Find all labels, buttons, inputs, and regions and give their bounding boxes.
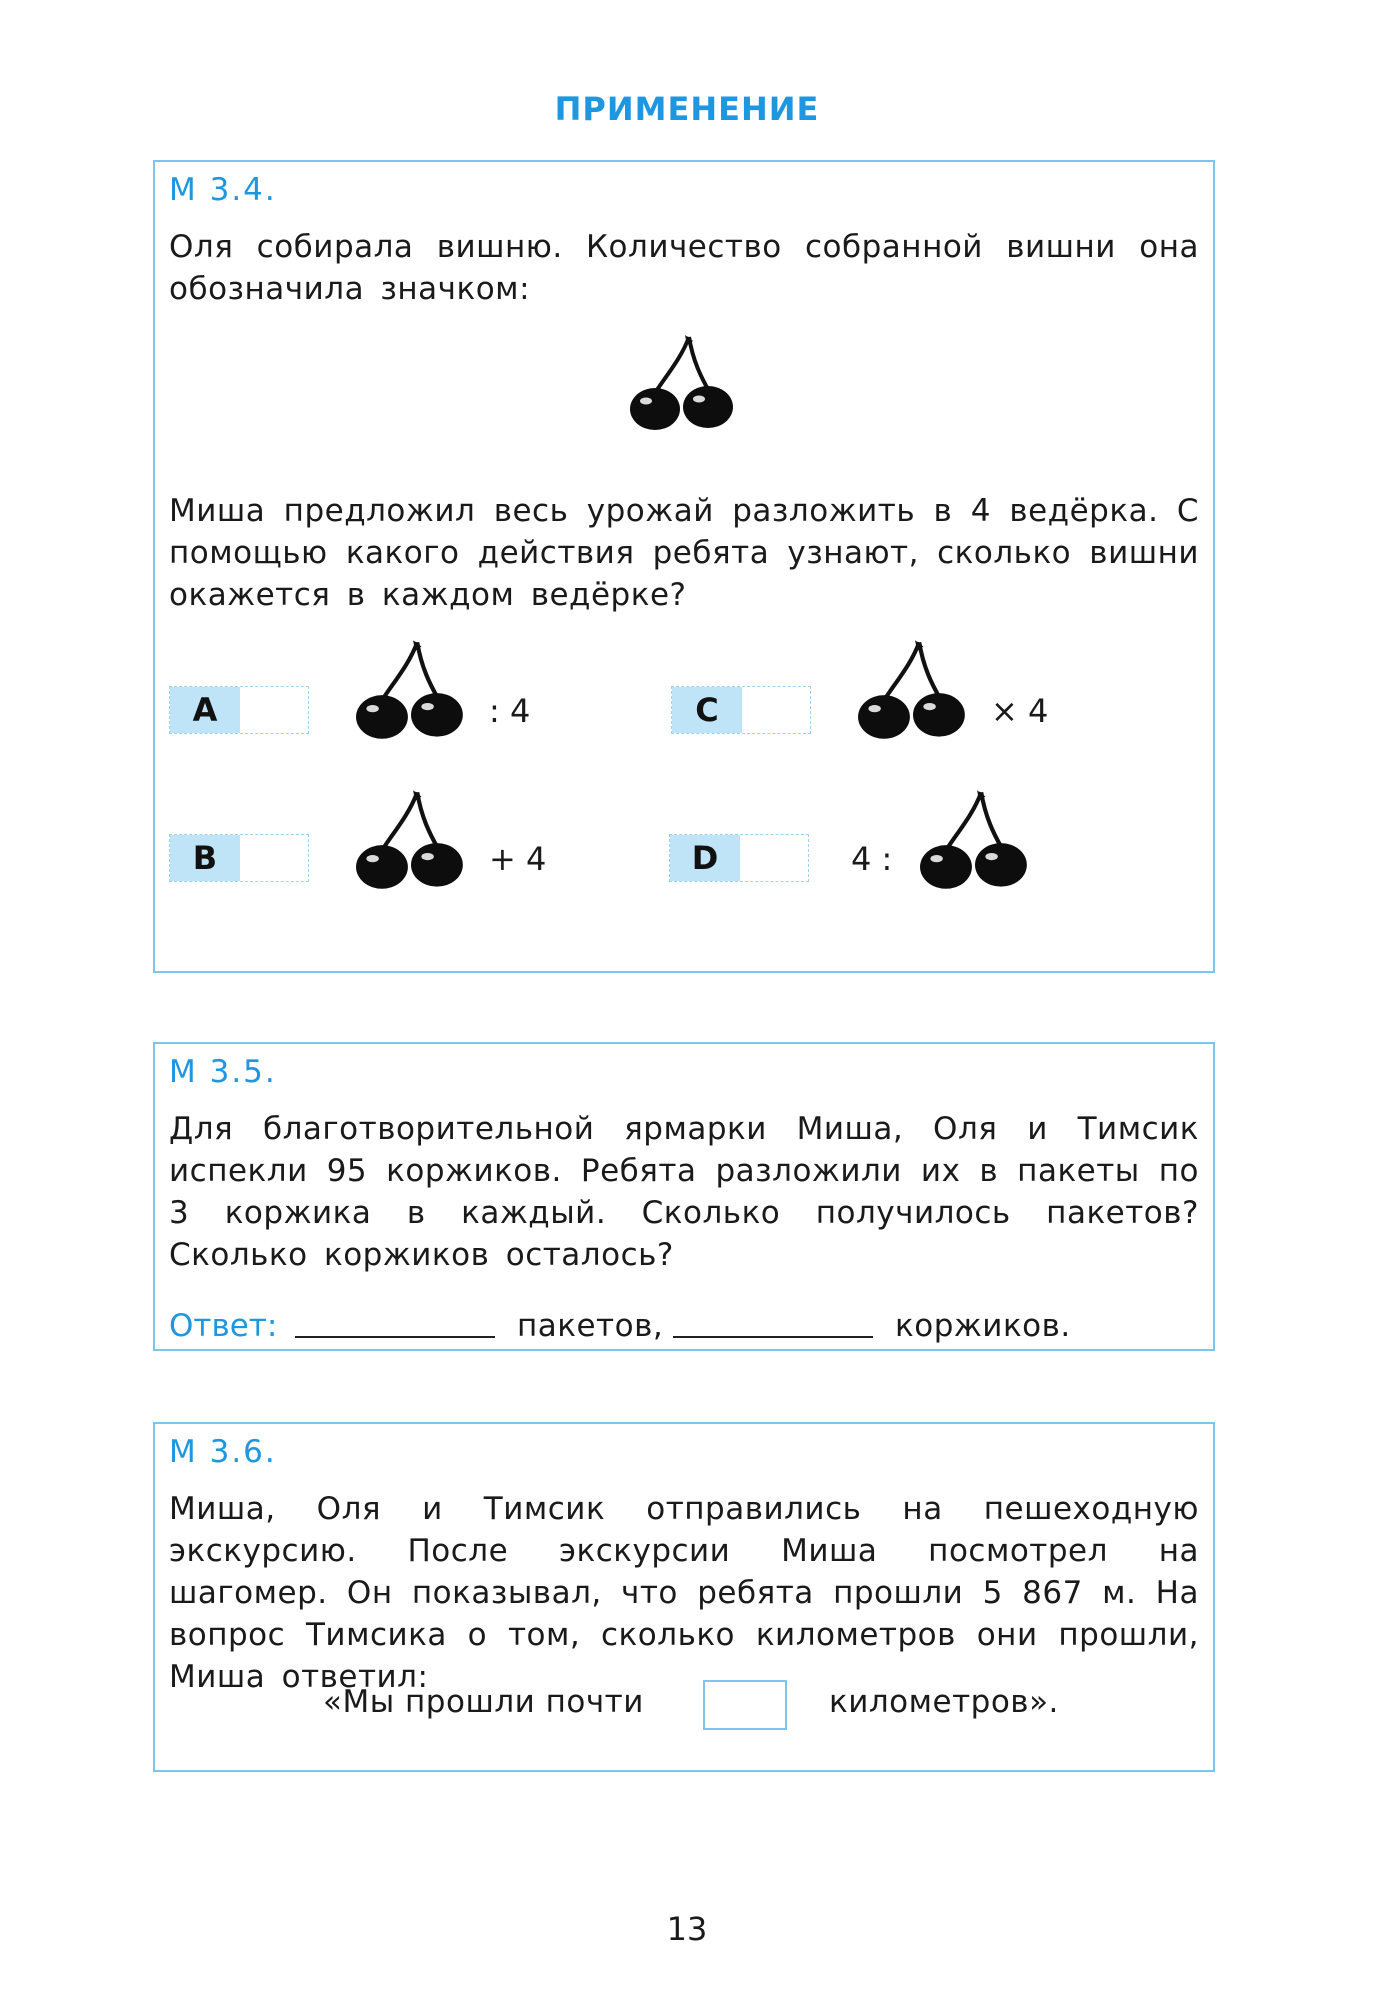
answer-blank-cookies[interactable] — [673, 1336, 873, 1338]
task-question: Миша предложил весь урожай разложить в 4 ведёрка. С помощью какого действия ребята узнают, сколько вишни окажется в каждом ведёрке? — [169, 493, 1199, 613]
option-expression: × 4 — [991, 692, 1049, 730]
option-a[interactable] — [169, 686, 309, 734]
option-expression: 4 : — [851, 840, 893, 878]
section-title: ПРИМЕНЕНИЕ — [554, 90, 820, 128]
cherry-icon — [857, 636, 969, 744]
unit-cookies: коржиков. — [895, 1308, 1071, 1344]
task-3-4 — [153, 160, 1215, 973]
cherry-icon — [629, 330, 737, 436]
task-code: М 3.6. — [169, 1434, 277, 1470]
option-label: C — [672, 687, 742, 733]
option-d[interactable] — [669, 834, 809, 882]
task-code: М 3.4. — [169, 172, 277, 208]
answer-label: Ответ: — [169, 1308, 278, 1344]
option-label: D — [670, 835, 740, 881]
answer-blank-packets[interactable] — [295, 1336, 495, 1338]
task-intro: Оля собирала вишню. Количество собранной вишни она обозначила значком: — [169, 229, 1199, 307]
option-expression: + 4 — [489, 840, 547, 878]
task-3-5 — [153, 1042, 1215, 1351]
task-text: Для благотворительной ярмарки Миша, Оля и Тимсик испекли 95 коржиков. Ребята разложили их в пакеты по 3 коржика в каждый. Сколько получилось пакетов? Сколько коржиков осталось? — [169, 1111, 1199, 1273]
option-expression: : 4 — [489, 692, 531, 730]
task-3-6 — [153, 1422, 1215, 1772]
quote-end: километров». — [829, 1684, 1059, 1720]
quote-start: «Мы прошли почти — [323, 1684, 644, 1720]
answer-box[interactable] — [703, 1680, 787, 1730]
option-label: A — [170, 687, 240, 733]
cherry-icon — [355, 636, 467, 744]
option-label: B — [170, 835, 240, 881]
page-number: 13 — [666, 1910, 708, 1948]
task-text: Миша, Оля и Тимсик отправились на пешеходную экскурсию. После экскурсии Миша посмотрел на шагомер. Он показывал, что ребята прошли 5 867 м. На вопрос Тимсика о том, сколько километров они прошли, Миша ответил: — [169, 1491, 1199, 1695]
option-b[interactable] — [169, 834, 309, 882]
cherry-icon — [355, 786, 467, 894]
cherry-icon — [919, 786, 1031, 894]
task-code: М 3.5. — [169, 1054, 277, 1090]
unit-packets: пакетов, — [517, 1308, 664, 1344]
option-c[interactable] — [671, 686, 811, 734]
